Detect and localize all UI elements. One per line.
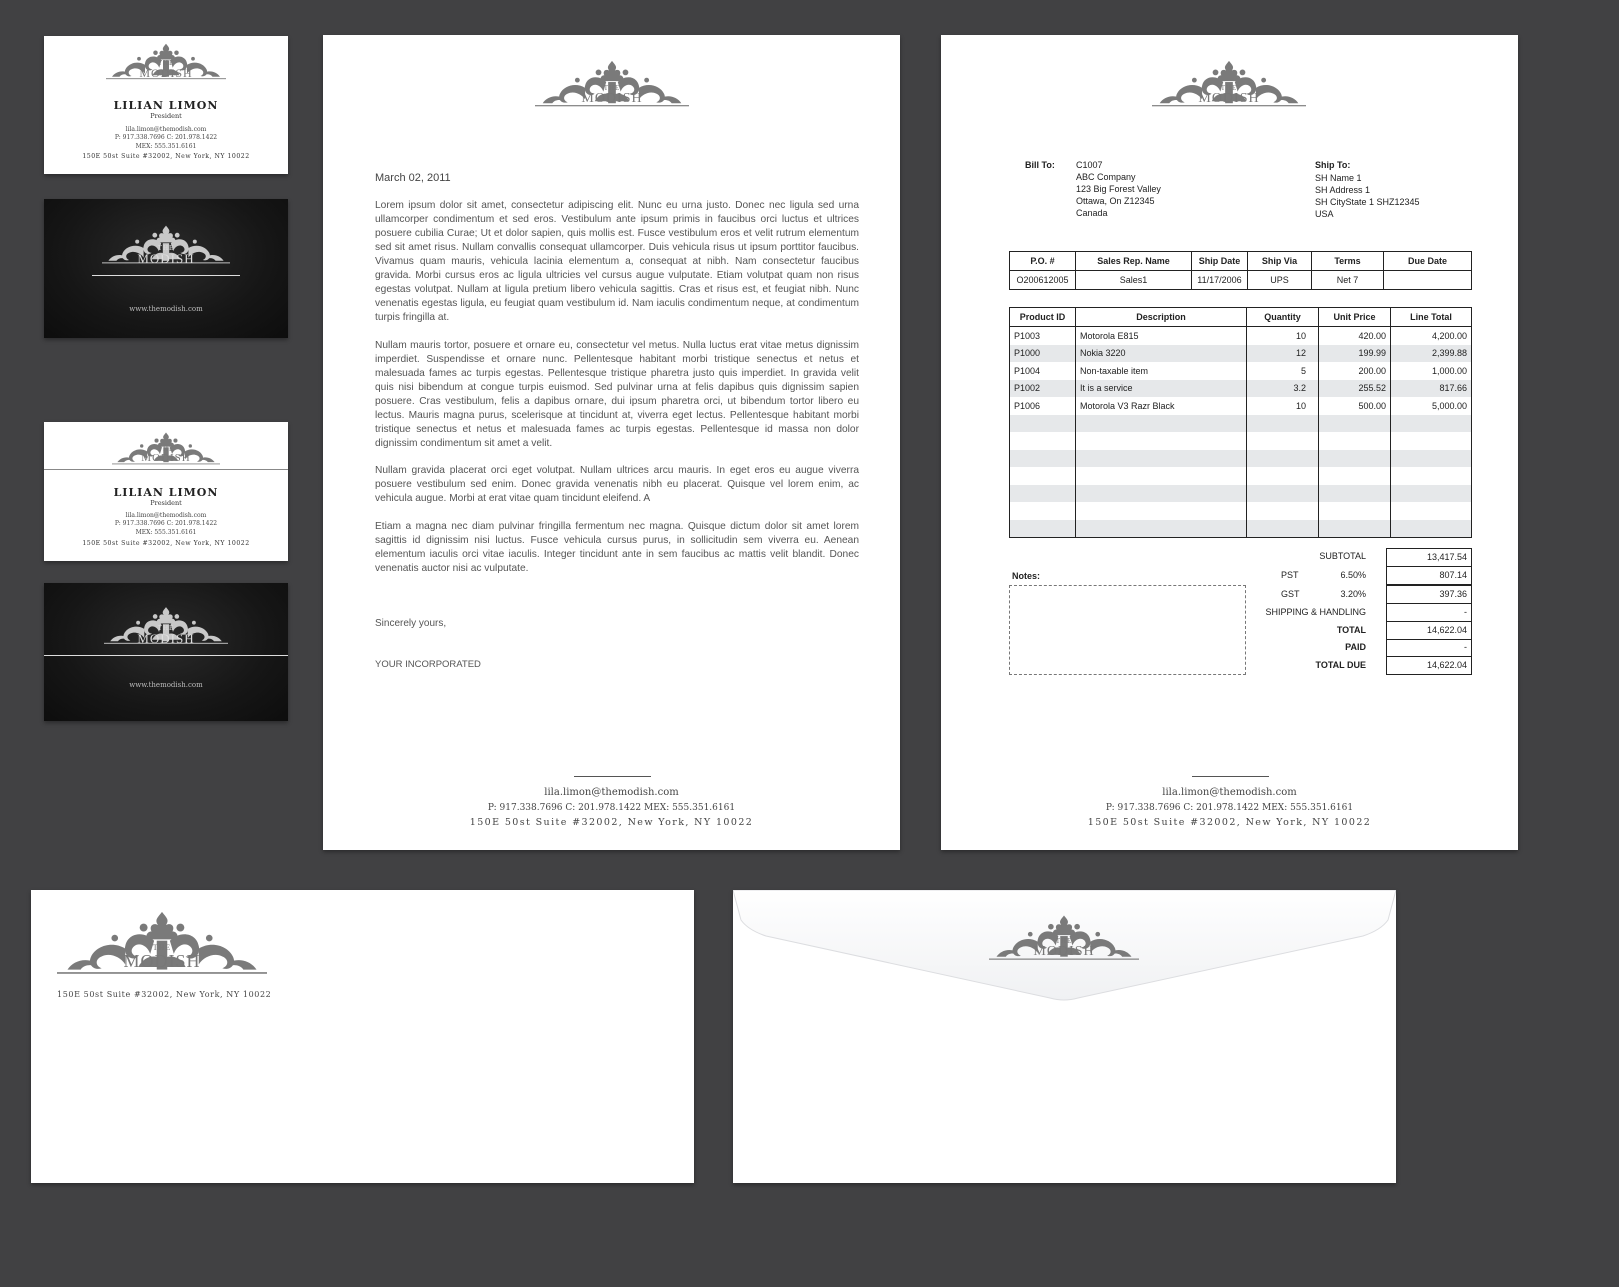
- line-items-table: [1009, 307, 1472, 538]
- letter-paragraph: Nullam gravida placerat orci eget volutpat. Nullam ultrices arcu mauris. In eget eros eu augue viverra posuere vestibulum sed enim. Donec gravida venenatis nibh eu placerat. Quisque vel lorem enim, ac vehicula augue. Morbi at erat vitae quam tincidunt eleifend. A: [375, 465, 859, 504]
- table-cell: [1010, 432, 1076, 450]
- table-cell: 10: [1247, 397, 1319, 415]
- table-cell: [1076, 467, 1247, 485]
- divider: [92, 275, 240, 276]
- table-cell: [1010, 520, 1076, 538]
- footer-rule: [1192, 776, 1269, 777]
- modish-logo: [535, 55, 689, 106]
- table-cell: Non-taxable item: [1076, 362, 1247, 380]
- total-value: 14,622.04: [1386, 621, 1472, 640]
- table-cell: Nokia 3220: [1076, 345, 1247, 363]
- table-cell: [1247, 450, 1319, 468]
- business-card-front-white-2: [44, 422, 288, 561]
- gst-label: GST: [1281, 589, 1300, 599]
- logo-the: THE: [157, 244, 175, 252]
- logo-name: MODISH: [137, 251, 195, 266]
- table-cell: 255.52: [1319, 380, 1391, 398]
- logo-name: MODISH: [1033, 944, 1095, 959]
- table-cell: [1076, 450, 1247, 468]
- footer-phones: P: 917.338.7696 C: 201.978.1422 MEX: 555.351.6161: [487, 803, 736, 813]
- paid-value: -: [1386, 639, 1472, 657]
- business-card-front-white-1: [44, 36, 288, 174]
- footer-address: 150E 50st Suite #32002, New York, NY 10022: [1087, 817, 1372, 828]
- modish-logo: [57, 904, 267, 970]
- table-row: [1010, 362, 1472, 380]
- table-cell: P1003: [1010, 327, 1076, 345]
- table-row: [1010, 502, 1472, 520]
- modish-logo: [106, 42, 226, 79]
- table-cell: [1010, 415, 1076, 433]
- logo-name: MODISH: [141, 452, 191, 464]
- logo-the: THE: [1220, 84, 1238, 92]
- card-phones: P: 917.338.7696 C: 201.978.1422: [114, 134, 218, 141]
- logo-the: THE: [1055, 937, 1073, 945]
- subtotal-value: 13,417.54: [1386, 548, 1472, 567]
- letterhead-page: [323, 35, 900, 850]
- table-cell: [1010, 450, 1076, 468]
- notes-label: Notes:: [1012, 571, 1041, 581]
- order-info-table: [1009, 251, 1472, 290]
- gst-value: 397.36: [1386, 585, 1472, 604]
- card-email: lila.limon@themodish.com: [125, 126, 207, 133]
- gst-rate: 3.20%: [1340, 589, 1366, 599]
- table-cell: [1319, 485, 1391, 503]
- table-cell: [1319, 415, 1391, 433]
- table-cell: 3.2: [1247, 380, 1319, 398]
- card-phones: P: 917.338.7696 C: 201.978.1422: [114, 520, 218, 527]
- card-website: www.themodish.com: [129, 681, 203, 689]
- card-mex: MEX: 555.351.6161: [135, 529, 197, 536]
- pst-rate: 6.50%: [1340, 570, 1366, 580]
- card-website: www.themodish.com: [129, 305, 203, 313]
- notes-box: [1009, 585, 1246, 675]
- table-cell: [1247, 415, 1319, 433]
- pst-label: PST: [1281, 570, 1299, 580]
- table-cell: [1076, 502, 1247, 520]
- envelope-back: [733, 890, 1396, 1183]
- logo-the: THE: [157, 59, 175, 67]
- invoice-page: [941, 35, 1518, 850]
- card-mex: MEX: 555.351.6161: [135, 143, 197, 150]
- divider: [44, 655, 288, 656]
- logo-name: MODISH: [581, 91, 643, 106]
- table-row: [1010, 485, 1472, 503]
- table-cell: [1010, 485, 1076, 503]
- letter-paragraph: Lorem ipsum dolor sit amet, consectetur adipiscing elit. Nunc eu urna justo. Donec nec ligula sed urna ullamcorper condimentum et sed eros. Vestibulum ante ipsum primis in faucibus orci luctus et ultrices posuere cubilia Curae; Ut et dolor sapien, quis mollis est. Fusce vestibulum eros et velit rutrum elementum sed sit amet risus. Nullam convallis consequat ullamcorper. Duis vehicula risus ut ipsum porttitor faucibus. Vivamus quam mauris, vehicula lacinia elementum a, consequat at nibh. Nam consectetur faucibus gravida. Morbi cursus eros ac ligula ultricies vel cursus augue vulputate. Etiam volutpat quam non risus egestas volutpat. Nullam at ligula pretium libero vehicula sagittis. Cras et risus est, et feugiat nibh. Nunc venenatis egestas ligula, eu feugiat quam vestibulum id. Nam iaculis condimentum neque, at condimentum turpis fringilla at.: [375, 200, 859, 323]
- table-cell: 5: [1247, 362, 1319, 380]
- total-due-value: 14,622.04: [1386, 656, 1472, 675]
- table-cell: Motorola V3 Razr Black: [1076, 397, 1247, 415]
- bill-to-address: C1007 ABC Company 123 Big Forest Valley Ottawa, On Z12345 Canada: [1076, 160, 1161, 218]
- table-cell: 10: [1247, 327, 1319, 345]
- table-cell: [1391, 467, 1472, 485]
- table-row: [1010, 432, 1472, 450]
- shipping-label: SHIPPING & HANDLING: [1265, 607, 1366, 617]
- table-cell: 4,200.00: [1391, 327, 1472, 345]
- card-title: President: [150, 112, 182, 120]
- table-cell: Motorola E815: [1076, 327, 1247, 345]
- footer-rule: [574, 776, 651, 777]
- letter-signature: YOUR INCORPORATED: [375, 659, 481, 670]
- table-cell: [1247, 467, 1319, 485]
- table-cell: [1247, 502, 1319, 520]
- table-cell: 2,399.88: [1391, 345, 1472, 363]
- table-cell: [1391, 485, 1472, 503]
- logo-the: THE: [603, 84, 621, 92]
- table-cell: 5,000.00: [1391, 397, 1472, 415]
- card-name: LILIAN LIMON: [113, 99, 219, 112]
- modish-logo: [102, 221, 230, 265]
- subtotal-label: SUBTOTAL: [1319, 551, 1366, 561]
- logo-the: THE: [157, 445, 175, 453]
- footer-email: lila.limon@themodish.com: [1162, 787, 1297, 798]
- table-cell: [1247, 432, 1319, 450]
- ship-to-label: Ship To:: [1315, 160, 1351, 170]
- table-row: [1010, 520, 1472, 538]
- table-cell: [1391, 450, 1472, 468]
- card-name: LILIAN LIMON: [113, 486, 219, 499]
- card-address: 150E 50st Suite #32002, New York, NY 10022: [82, 540, 250, 547]
- footer-email: lila.limon@themodish.com: [544, 787, 679, 798]
- table-cell: [1391, 502, 1472, 520]
- table-cell: [1076, 432, 1247, 450]
- modish-logo: [989, 910, 1139, 959]
- table-cell: P1004: [1010, 362, 1076, 380]
- table-cell: 420.00: [1319, 327, 1391, 345]
- table-cell: 500.00: [1319, 397, 1391, 415]
- table-cell: 12: [1247, 345, 1319, 363]
- table-cell: [1319, 450, 1391, 468]
- table-cell: [1010, 467, 1076, 485]
- card-title: President: [150, 499, 182, 507]
- table-cell: P1006: [1010, 397, 1076, 415]
- table-row: [1010, 345, 1472, 363]
- card-address: 150E 50st Suite #32002, New York, NY 10022: [82, 153, 250, 160]
- logo-name: MODISH: [137, 631, 195, 646]
- table-cell: [1010, 502, 1076, 520]
- table-cell: [1247, 485, 1319, 503]
- table-row: [1010, 467, 1472, 485]
- letter-date: March 02, 2011: [375, 172, 451, 184]
- order-row: O200612005 Sales1 11/17/2006 UPS Net 7: [1010, 271, 1472, 290]
- table-cell: P1002: [1010, 380, 1076, 398]
- business-card-back-dark-1: [44, 199, 288, 338]
- table-row: [1010, 415, 1472, 433]
- table-cell: 817.66: [1391, 380, 1472, 398]
- total-due-label: TOTAL DUE: [1315, 660, 1366, 670]
- table-row: [1010, 380, 1472, 398]
- logo-name: MODISH: [123, 951, 201, 971]
- shipping-value: -: [1386, 603, 1472, 622]
- table-cell: [1319, 520, 1391, 538]
- logo-the: THE: [157, 624, 175, 632]
- letter-closing: Sincerely yours,: [375, 618, 447, 629]
- table-cell: [1391, 520, 1472, 538]
- letter-paragraph: Nullam mauris tortor, posuere et ornare eu, consectetur vel metus. Nulla luctus erat vitae metus dignissim imperdiet. Suspendisse et ornare nunc. Pellentesque habitant morbi tristique senectus et netus et malesuada fames ac turpis egestas. Pellentesque tristique pharetra justo quis imperdiet. In gravida velit quis nisi bibendum at congue turpis euismod. Sed pulvinar urna at felis dapibus quis dignissim sapien posuere. Cras vestibulum, felis a dapibus ornare, dui ipsum pharetra orci, ut bibendum tortor libero eu lectus. Mauris magna purus, scelerisque at tincidunt at, viverra eget lectus. Pellentesque habitant morbi tristique senectus et netus et malesuada fames ac turpis egestas. Pellentesque id massa non dolor dignissim condimentum sit amet a velit.: [375, 340, 859, 449]
- ship-to-address: SH Name 1 SH Address 1 SH CityState 1 SHZ12345 USA: [1315, 173, 1420, 219]
- logo-name: MODISH: [1198, 91, 1260, 106]
- table-cell: [1391, 415, 1472, 433]
- paid-label: PAID: [1345, 642, 1366, 652]
- table-row: [1010, 327, 1472, 345]
- envelope-return-address: 150E 50st Suite #32002, New York, NY 10022: [57, 990, 272, 999]
- order-header-row: P.O. # Sales Rep. Name Ship Date Ship Via Terms Due Date: [1010, 252, 1472, 271]
- total-label: TOTAL: [1336, 625, 1366, 635]
- table-cell: [1076, 415, 1247, 433]
- envelope-front: [31, 890, 694, 1183]
- card-email: lila.limon@themodish.com: [125, 512, 207, 519]
- table-cell: [1076, 485, 1247, 503]
- letter-paragraph: Etiam a magna nec diam pulvinar fringilla fermentum nec magna. Quisque dictum dolor sit amet lorem sagittis id dignissim nisi luctus. Fusce vehicula cursus purus, in sollicitudin sem viverra eu. Aenean elementum iaculis orci vitae iaculis. Integer tincidunt ante in sem faucibus ac mattis velit blandit. Donec venenatis auctor nisi ac vulputate.: [375, 521, 859, 574]
- logo-the: THE: [152, 943, 172, 952]
- table-cell: [1319, 467, 1391, 485]
- footer-address: 150E 50st Suite #32002, New York, NY 10022: [469, 817, 754, 828]
- table-cell: [1076, 520, 1247, 538]
- modish-logo: [112, 430, 220, 464]
- pst-value: 807.14: [1386, 566, 1472, 585]
- items-header-row: Product ID Description Quantity Unit Price Line Total: [1010, 308, 1472, 327]
- table-cell: [1391, 432, 1472, 450]
- table-cell: [1319, 432, 1391, 450]
- table-cell: 1,000.00: [1391, 362, 1472, 380]
- table-cell: It is a service: [1076, 380, 1247, 398]
- table-cell: 199.99: [1319, 345, 1391, 363]
- table-row: [1010, 397, 1472, 415]
- modish-logo: [104, 603, 228, 645]
- table-cell: 200.00: [1319, 362, 1391, 380]
- bill-to-label: Bill To:: [1025, 160, 1055, 170]
- modish-logo: [1152, 55, 1306, 106]
- business-card-back-dark-2: [44, 583, 288, 721]
- logo-name: MODISH: [139, 66, 193, 80]
- table-cell: P1000: [1010, 345, 1076, 363]
- divider: [44, 469, 288, 470]
- table-cell: [1319, 502, 1391, 520]
- table-row: [1010, 450, 1472, 468]
- footer-phones: P: 917.338.7696 C: 201.978.1422 MEX: 555.351.6161: [1105, 803, 1354, 813]
- table-cell: [1247, 520, 1319, 538]
